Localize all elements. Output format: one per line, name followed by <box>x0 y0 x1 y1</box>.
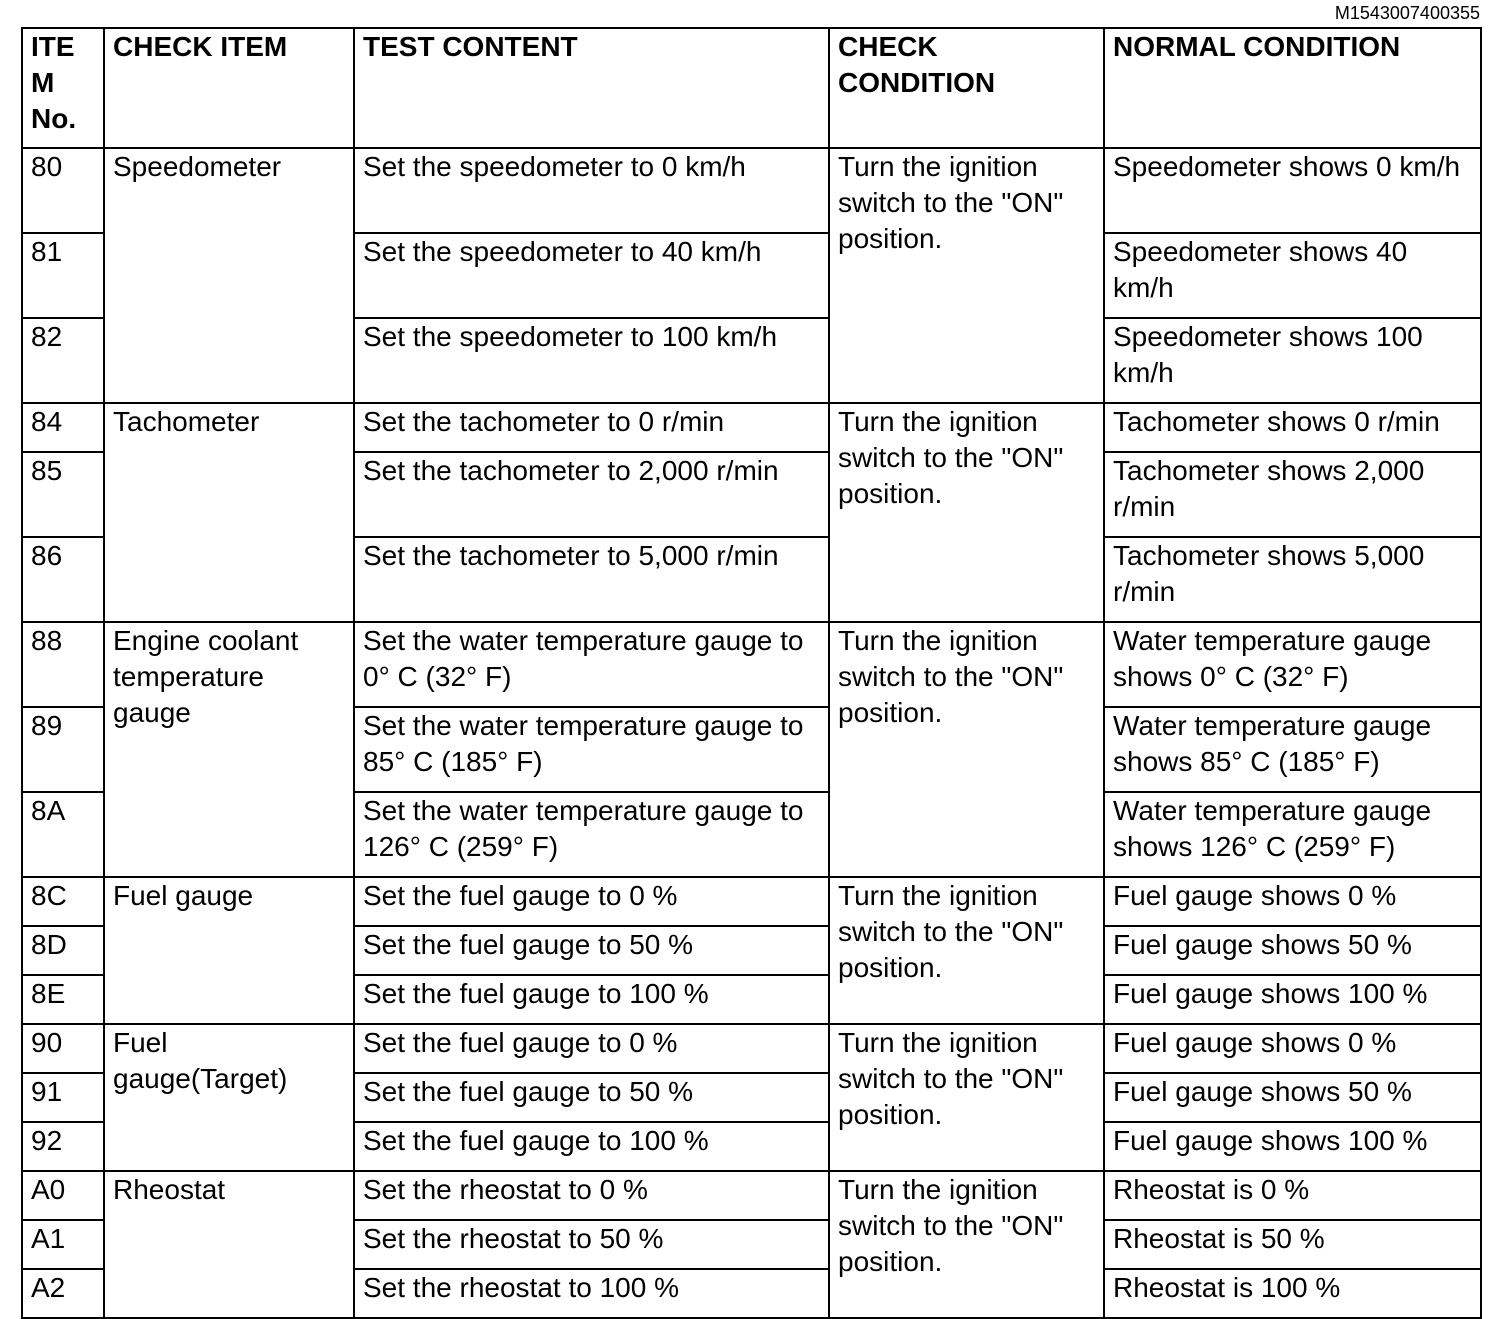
check-item-cell: Rheostat <box>104 1171 354 1318</box>
table-row <box>22 1171 1481 1220</box>
test-content-cell: Set the fuel gauge to 100 % <box>354 1122 829 1171</box>
normal-condition-cell: Speedometer shows 40 km/h <box>1104 233 1481 318</box>
check-condition-cell: Turn the ignition switch to the "ON" position. <box>829 1171 1104 1318</box>
test-content-cell: Set the speedometer to 100 km/h <box>354 318 829 403</box>
item-no-cell: 8E <box>22 975 104 1024</box>
header-normal-condition: NORMAL CONDITION <box>1104 28 1481 148</box>
normal-condition-cell: Fuel gauge shows 100 % <box>1104 975 1481 1024</box>
test-content-cell: Set the rheostat to 100 % <box>354 1269 829 1318</box>
table-row <box>22 148 1481 233</box>
check-item-cell: Engine coolant temperature gauge <box>104 622 354 877</box>
normal-condition-cell: Fuel gauge shows 50 % <box>1104 1073 1481 1122</box>
check-table <box>21 27 1482 1319</box>
table-row <box>22 877 1481 926</box>
normal-condition-cell: Rheostat is 100 % <box>1104 1269 1481 1318</box>
test-content-cell: Set the water temperature gauge to 126° C (259° F) <box>354 792 829 877</box>
table-row <box>22 622 1481 707</box>
check-item-cell: Speedometer <box>104 148 354 403</box>
test-content-cell: Set the water temperature gauge to 85° C (185° F) <box>354 707 829 792</box>
table-row <box>22 1024 1481 1073</box>
check-condition-cell: Turn the ignition switch to the "ON" position. <box>829 1024 1104 1171</box>
check-condition-cell: Turn the ignition switch to the "ON" position. <box>829 877 1104 1024</box>
item-no-cell: 92 <box>22 1122 104 1171</box>
header-check-item: CHECK ITEM <box>104 28 354 148</box>
item-no-cell: 89 <box>22 707 104 792</box>
check-item-cell: Fuel gauge(Target) <box>104 1024 354 1171</box>
header-item-no: ITE M No. <box>22 28 104 148</box>
test-content-cell: Set the fuel gauge to 50 % <box>354 1073 829 1122</box>
test-content-cell: Set the fuel gauge to 100 % <box>354 975 829 1024</box>
check-item-cell: Tachometer <box>104 403 354 622</box>
item-no-cell: 8C <box>22 877 104 926</box>
normal-condition-cell: Tachometer shows 0 r/min <box>1104 403 1481 452</box>
item-no-cell: A2 <box>22 1269 104 1318</box>
item-no-cell: 86 <box>22 537 104 622</box>
header-row <box>22 28 1481 148</box>
normal-condition-cell: Rheostat is 0 % <box>1104 1171 1481 1220</box>
normal-condition-cell: Water temperature gauge shows 85° C (185° F) <box>1104 707 1481 792</box>
item-no-cell: 90 <box>22 1024 104 1073</box>
normal-condition-cell: Fuel gauge shows 100 % <box>1104 1122 1481 1171</box>
header-test-content: TEST CONTENT <box>354 28 829 148</box>
normal-condition-cell: Rheostat is 50 % <box>1104 1220 1481 1269</box>
item-no-cell: 8A <box>22 792 104 877</box>
test-content-cell: Set the fuel gauge to 0 % <box>354 1024 829 1073</box>
item-no-cell: A0 <box>22 1171 104 1220</box>
check-item-cell: Fuel gauge <box>104 877 354 1024</box>
header-check-condition: CHECK CONDITION <box>829 28 1104 148</box>
normal-condition-cell: Water temperature gauge shows 126° C (259° F) <box>1104 792 1481 877</box>
test-content-cell: Set the tachometer to 5,000 r/min <box>354 537 829 622</box>
item-no-cell: 80 <box>22 148 104 233</box>
test-content-cell: Set the fuel gauge to 50 % <box>354 926 829 975</box>
normal-condition-cell: Fuel gauge shows 0 % <box>1104 1024 1481 1073</box>
check-condition-cell: Turn the ignition switch to the "ON" position. <box>829 403 1104 622</box>
test-content-cell: Set the tachometer to 0 r/min <box>354 403 829 452</box>
item-no-cell: 8D <box>22 926 104 975</box>
normal-condition-cell: Speedometer shows 0 km/h <box>1104 148 1481 233</box>
test-content-cell: Set the speedometer to 40 km/h <box>354 233 829 318</box>
item-no-cell: 91 <box>22 1073 104 1122</box>
item-no-cell: 84 <box>22 403 104 452</box>
normal-condition-cell: Tachometer shows 2,000 r/min <box>1104 452 1481 537</box>
item-no-cell: 88 <box>22 622 104 707</box>
test-content-cell: Set the rheostat to 50 % <box>354 1220 829 1269</box>
test-content-cell: Set the fuel gauge to 0 % <box>354 877 829 926</box>
normal-condition-cell: Fuel gauge shows 50 % <box>1104 926 1481 975</box>
normal-condition-cell: Tachometer shows 5,000 r/min <box>1104 537 1481 622</box>
table-row <box>22 403 1481 452</box>
test-content-cell: Set the rheostat to 0 % <box>354 1171 829 1220</box>
item-no-cell: 82 <box>22 318 104 403</box>
test-content-cell: Set the water temperature gauge to 0° C (32° F) <box>354 622 829 707</box>
test-content-cell: Set the speedometer to 0 km/h <box>354 148 829 233</box>
test-content-cell: Set the tachometer to 2,000 r/min <box>354 452 829 537</box>
document-id: M1543007400355 <box>1334 3 1480 23</box>
normal-condition-cell: Speedometer shows 100 km/h <box>1104 318 1481 403</box>
normal-condition-cell: Water temperature gauge shows 0° C (32° F) <box>1104 622 1481 707</box>
item-no-cell: A1 <box>22 1220 104 1269</box>
item-no-cell: 85 <box>22 452 104 537</box>
item-no-cell: 81 <box>22 233 104 318</box>
check-condition-cell: Turn the ignition switch to the "ON" position. <box>829 622 1104 877</box>
normal-condition-cell: Fuel gauge shows 0 % <box>1104 877 1481 926</box>
check-condition-cell: Turn the ignition switch to the "ON" position. <box>829 148 1104 403</box>
